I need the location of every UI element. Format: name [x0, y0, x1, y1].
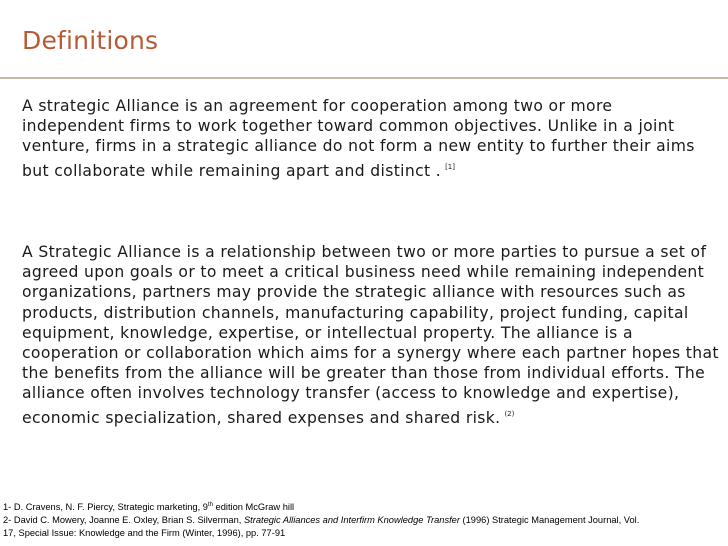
citation-ref-1: [1]: [445, 162, 455, 171]
slide-title: Definitions: [22, 26, 159, 55]
footnote-1: [3, 499, 725, 514]
footnote-1-sup: th: [207, 502, 213, 508]
definition-1-text: A strategic Alliance is an agreement for cooperation among two or more independent firms to work together toward common objectives. Unlike in a joint venture, firms in a strategic alliance do not form a new entity to further their aims but collaborate while remaining apart and distinct .: [22, 97, 695, 180]
footnote-2-post: (1996) Strategic Management Journal, Vol.: [459, 515, 640, 525]
definition-paragraph-1: [22, 96, 712, 181]
footnote-2-title: Strategic Alliances and Interfirm Knowledge Transfer: [243, 515, 460, 525]
footnote-2: [3, 514, 725, 527]
footnote-1-pre: 1- D. Cravens, N. F. Piercy, Strategic marketing, 9: [3, 502, 208, 512]
definition-paragraph-2: [22, 242, 722, 428]
footnote-2-continued: 17, Special Issue: Knowledge and the Firm (Winter, 1996), pp. 77-91: [3, 528, 286, 538]
definition-2-text: A Strategic Alliance is a relationship between two or more parties to pursue a set of agreed upon goals or to meet a critical business need while remaining independent organizations, partners may provide the strategic alliance with resources such as products, distribution channels, manufacturing capability, project funding, capital equipment, knowledge, expertise, or intellectual property. The alliance is a cooperation or collaboration which aims for a synergy where each partner hopes that the benefits from the alliance will be greater than those from individual efforts. The alliance often involves technology transfer (access to knowledge and expertise), economic specialization, shared expenses and shared risk.: [22, 243, 719, 427]
footnotes: [3, 499, 725, 540]
title-divider: [0, 77, 728, 79]
citation-ref-2: (2): [504, 409, 515, 418]
footnote-2-pre: 2- David C. Mowery, Joanne E. Oxley, Brian S. Silverman,: [3, 515, 244, 525]
footnote-1-post: edition McGraw hill: [212, 502, 295, 512]
